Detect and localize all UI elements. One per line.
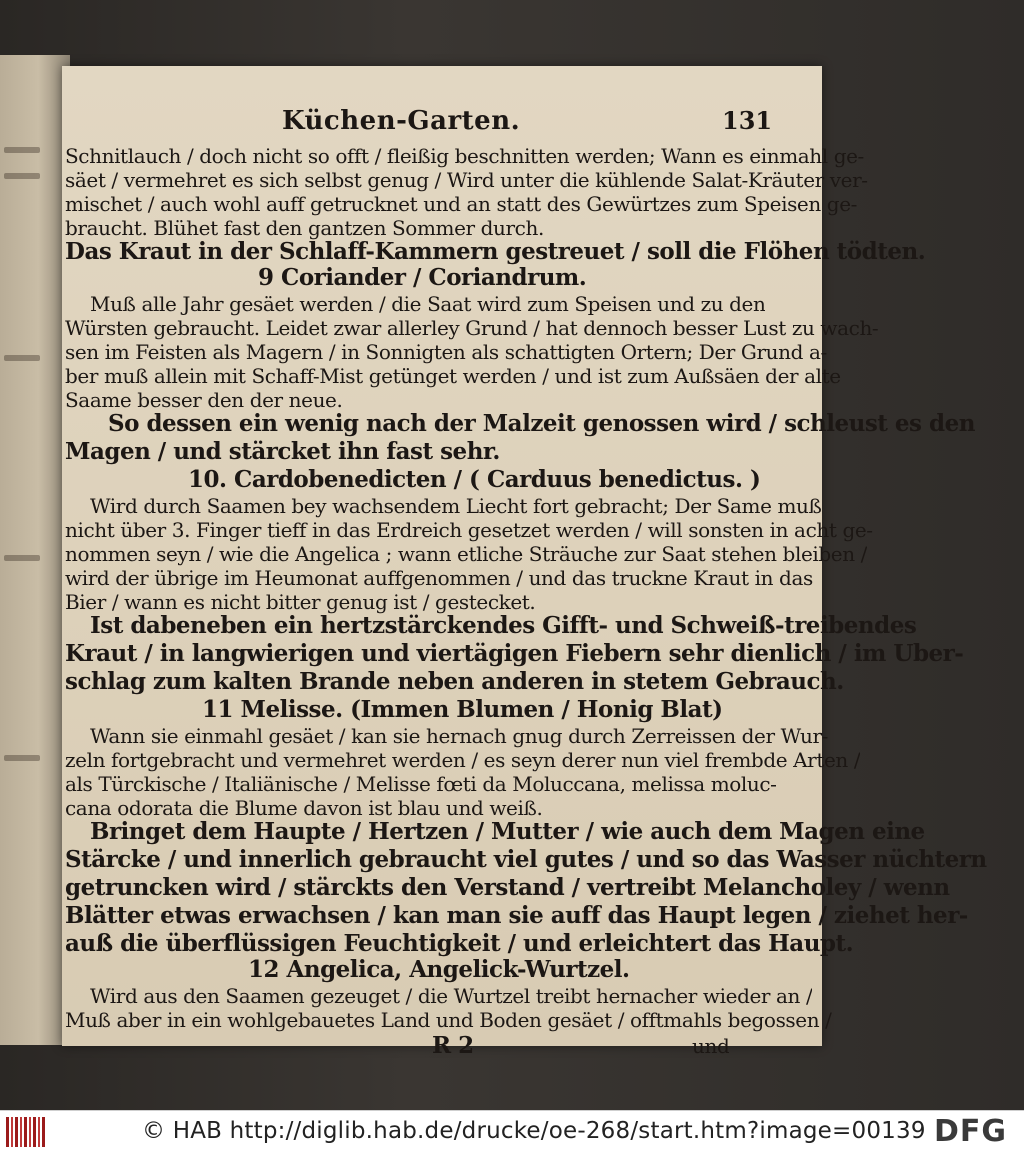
catchword: und bbox=[692, 1034, 730, 1058]
page-number: 131 bbox=[722, 106, 773, 135]
text-line: Wann sie einmahl gesäet / kan sie hernach gnug durch Zerreissen der Wur- bbox=[90, 724, 828, 748]
text-line: Stärcke / und innerlich gebraucht viel gutes / und so das Wasser nüchtern bbox=[65, 846, 987, 873]
facing-page-mark bbox=[4, 755, 40, 761]
text-line: nicht über 3. Finger tieff in das Erdreich gesetzet werden / will sonsten in acht ge- bbox=[65, 518, 873, 542]
text-line: braucht. Blühet fast den gantzen Sommer durch. bbox=[65, 216, 544, 240]
facing-page-mark bbox=[4, 555, 40, 561]
text-line: Bier / wann es nicht bitter genug ist / gestecket. bbox=[65, 590, 536, 614]
facing-page-edge bbox=[0, 55, 70, 1045]
copyright-link[interactable]: © HAB http://diglib.hab.de/drucke/oe-268/start.htm?image=00139 bbox=[142, 1118, 926, 1144]
text-line: zeln fortgebracht und vermehret werden / es seyn derer nun viel frembde Arten / bbox=[65, 748, 861, 772]
text-line: Wird aus den Saamen gezeuget / die Wurtzel treibt hernacher wieder an / bbox=[90, 984, 813, 1008]
viewer-footer bbox=[0, 1110, 1024, 1152]
facing-page-mark bbox=[4, 173, 40, 179]
text-line: Schnitlauch / doch nicht so offt / fleißig beschnitten werden; Wann es einmahl ge- bbox=[65, 144, 864, 168]
text-line: Magen / und stärcket ihn fast sehr. bbox=[65, 438, 500, 465]
barcode-icon bbox=[6, 1117, 46, 1147]
text-line: Muß alle Jahr gesäet werden / die Saat wird zum Speisen und zu den bbox=[90, 292, 766, 316]
text-line: Blätter etwas erwachsen / kan man sie auff das Haupt legen / ziehet her- bbox=[65, 902, 968, 929]
text-line: cana odorata die Blume davon ist blau und weiß. bbox=[65, 796, 543, 820]
book-page bbox=[62, 66, 987, 1059]
text-line: ber muß allein mit Schaff-Mist getünget werden / und ist zum Außsäen der alte bbox=[65, 364, 841, 388]
section-heading: 10. Cardobenedicten / ( Carduus benedictus. ) bbox=[188, 466, 761, 493]
text-line: So dessen ein wenig nach der Malzeit genossen wird / schleust es den bbox=[108, 410, 975, 437]
facing-page-mark bbox=[4, 147, 40, 153]
facing-page-mark bbox=[4, 355, 40, 361]
text-line: als Türckische / Italiänische / Melisse fœti da Moluccana, melissa moluc- bbox=[65, 772, 777, 796]
text-line: Saame besser den der neue. bbox=[65, 388, 343, 412]
dfg-logo: DFG bbox=[934, 1114, 1008, 1149]
text-line: mischet / auch wohl auff getrucknet und an statt des Gewürtzes zum Speisen ge- bbox=[65, 192, 858, 216]
text-line: nommen seyn / wie die Angelica ; wann etliche Sträuche zur Saat stehen bleiben / bbox=[65, 542, 867, 566]
text-line: getruncken wird / stärckts den Verstand / vertreibt Melancholey / wenn bbox=[65, 874, 950, 901]
text-line: Würsten gebraucht. Leidet zwar allerley Grund / hat dennoch besser Lust zu wach- bbox=[65, 316, 879, 340]
signature-mark: R 2 bbox=[432, 1032, 474, 1059]
text-line: Muß aber in ein wohlgebauetes Land und Boden gesäet / offtmahls begossen / bbox=[65, 1008, 832, 1032]
text-line: Wird durch Saamen bey wachsendem Liecht fort gebracht; Der Same muß bbox=[90, 494, 822, 518]
running-head: Küchen-Garten. bbox=[282, 106, 521, 136]
section-heading: 11 Melisse. (Immen Blumen / Honig Blat) bbox=[202, 696, 723, 723]
section-heading: 9 Coriander / Coriandrum. bbox=[258, 264, 587, 291]
text-line: wird der übrige im Heumonat auffgenommen / und das truckne Kraut in das bbox=[65, 566, 813, 590]
text-line: Bringet dem Haupte / Hertzen / Mutter / wie auch dem Magen eine bbox=[90, 818, 925, 845]
text-line: Ist dabeneben ein hertzstärckendes Gifft- und Schweiß-treibendes bbox=[90, 612, 917, 639]
text-line: säet / vermehret es sich selbst genug / Wird unter die kühlende Salat-Kräuter ver- bbox=[65, 168, 868, 192]
text-line: Kraut / in langwierigen und viertägigen Fiebern sehr dienlich / im Uber- bbox=[65, 640, 964, 667]
text-line: schlag zum kalten Brande neben anderen in stetem Gebrauch. bbox=[65, 668, 844, 695]
section-heading: 12 Angelica, Angelick-Wurtzel. bbox=[248, 956, 630, 983]
text-line: auß die überflüssigen Feuchtigkeit / und erleichtert das Haupt. bbox=[65, 930, 854, 957]
text-line: sen im Feisten als Magern / in Sonnigten als schattigten Ortern; Der Grund a- bbox=[65, 340, 827, 364]
text-line: Das Kraut in der Schlaff-Kammern gestreuet / soll die Flöhen tödten. bbox=[65, 238, 926, 265]
